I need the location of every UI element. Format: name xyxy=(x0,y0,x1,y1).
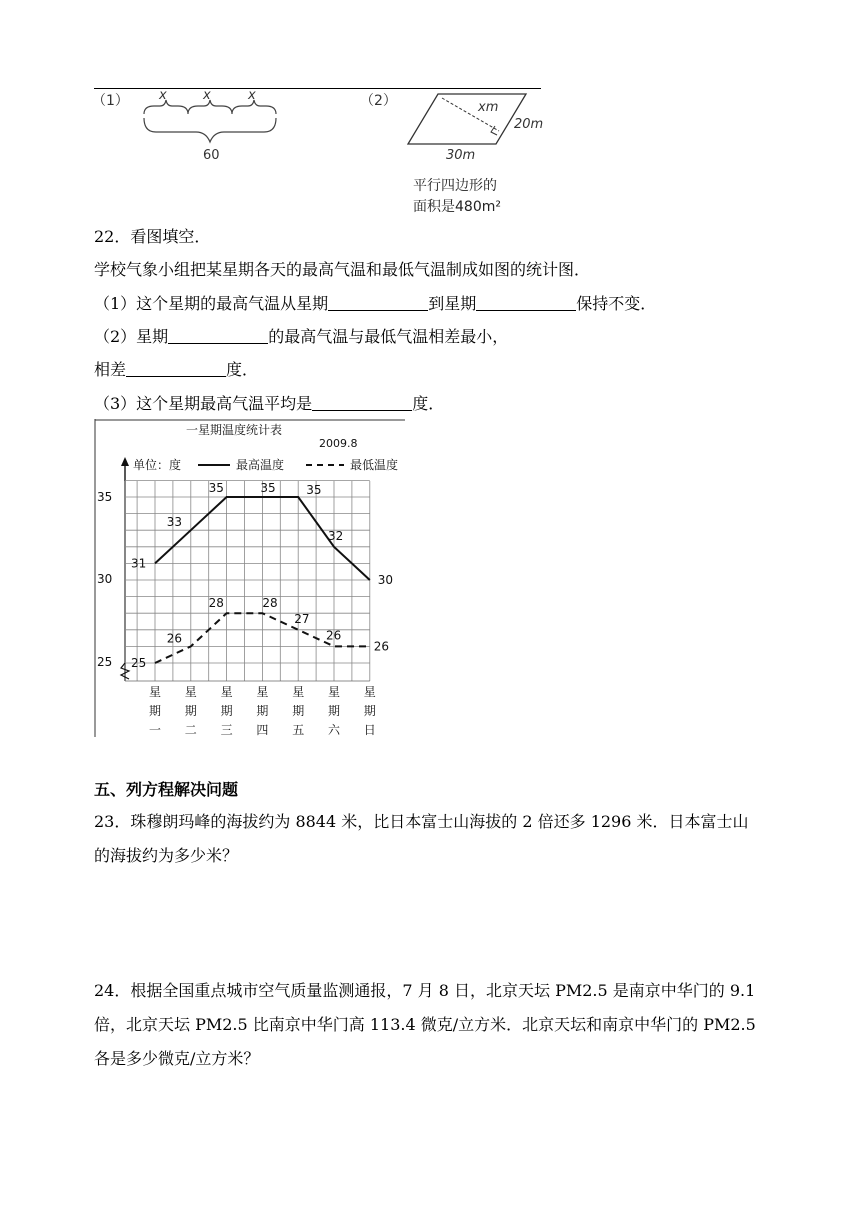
parallelogram-diagram xyxy=(360,88,550,168)
data-label: 33 xyxy=(166,515,183,530)
answer-blank-1[interactable] xyxy=(328,294,428,311)
x-tick-label: 期 xyxy=(363,704,376,718)
x-tick-label: 四 xyxy=(256,723,269,737)
x-tick-label: 二 xyxy=(184,723,197,737)
temperature-chart xyxy=(94,419,406,737)
q22-part3-text-b: 度． xyxy=(412,394,445,413)
q22-part1 xyxy=(94,293,656,315)
q24-line1: 24．根据全国重点城市空气质量监测通报，7 月 8 日，北京天坛 PM2.5 是南京中华门的 9.1 xyxy=(94,981,756,1000)
x-tick-label: 一 xyxy=(149,723,162,737)
answer-blank-2[interactable] xyxy=(476,294,576,311)
data-label: 28 xyxy=(208,596,224,611)
x-label-1: x xyxy=(159,88,167,103)
x-label-3: x xyxy=(248,88,256,103)
x-tick-label: 星 xyxy=(220,685,233,699)
data-label: 30 xyxy=(377,573,394,587)
height-label: xm xyxy=(478,100,499,115)
y-tick-30: 30 xyxy=(97,572,113,586)
figure-2-caption-1: 平行四边形的 xyxy=(413,178,497,194)
q22-part1-text-a: （1）这个星期的最高气温从星期 xyxy=(94,294,329,313)
unit-label: 单位：度 xyxy=(133,458,182,472)
q22-part3-text-a: （3）这个星期最高气温平均是 xyxy=(94,394,313,413)
y-tick-35: 35 xyxy=(97,490,113,504)
temperature-chart-svg xyxy=(94,419,406,737)
parallelogram xyxy=(408,94,526,144)
x-tick-label: 日 xyxy=(363,723,376,737)
base-label: 30m xyxy=(446,148,476,163)
data-label: 35 xyxy=(260,481,276,495)
x-tick-label: 期 xyxy=(220,704,233,718)
data-label: 28 xyxy=(262,596,278,611)
q22-part3 xyxy=(94,393,444,415)
x-tick-label: 期 xyxy=(184,704,197,718)
section-title: 五、列方程解决问题 xyxy=(94,780,239,799)
q24-line2: 倍，北京天坛 PM2.5 比南京中华门高 113.4 微克/立方米．北京天坛和南京中华门的 PM2.5 xyxy=(94,1015,756,1034)
x-tick-label: 期 xyxy=(149,704,162,718)
x-tick-label: 期 xyxy=(256,704,269,718)
q23-line1: 23．珠穆朗玛峰的海拔约为 8844 米，比日本富士山海拔的 2 倍还多 1296 米．日本富士山 xyxy=(94,812,749,831)
figure-1-label: （1） xyxy=(92,93,129,109)
side-label: 20m xyxy=(514,117,544,132)
data-label: 35 xyxy=(306,483,322,497)
x-tick-label: 星 xyxy=(184,685,197,699)
y-axis-arrow xyxy=(121,457,129,466)
legend-label-max: 最高温度 xyxy=(236,458,285,472)
q22-part2-text-c: 相差 xyxy=(94,360,127,379)
brace-diagram xyxy=(92,88,332,168)
q22-part2-text-a: （2）星期 xyxy=(94,327,169,346)
x-tick-label: 六 xyxy=(328,723,341,737)
q22-title: 22．看图填空． xyxy=(94,227,211,246)
q22-part1-text-b: 到星期 xyxy=(428,294,477,313)
data-label: 26 xyxy=(326,628,342,643)
x-tick-label: 期 xyxy=(292,704,305,718)
x-tick-label: 五 xyxy=(292,723,305,737)
x-tick-label: 星 xyxy=(149,685,162,699)
chart-title: 一星期温度统计表 xyxy=(186,423,283,437)
figure-2-label: （2） xyxy=(360,93,397,109)
chart-subtitle: 2009.8 xyxy=(319,437,358,450)
data-label: 27 xyxy=(294,611,310,626)
legend-label-min: 最低温度 xyxy=(350,458,399,472)
x-tick-label: 星 xyxy=(292,685,305,699)
data-label: 35 xyxy=(208,481,224,495)
data-label: 25 xyxy=(131,656,147,670)
grid xyxy=(125,480,370,681)
answer-blank-4[interactable] xyxy=(126,360,226,377)
bottom-brace xyxy=(144,118,276,142)
y-tick-25: 25 xyxy=(97,655,113,669)
series-min xyxy=(131,596,389,670)
x-label-2: x xyxy=(203,88,211,103)
x-tick-label: 星 xyxy=(256,685,269,699)
figure-2-caption-2: 面积是480m² xyxy=(413,199,501,215)
x-tick-label: 星 xyxy=(363,685,376,699)
q22-part2-text-d: 度． xyxy=(226,360,259,379)
x-tick-label: 三 xyxy=(220,723,233,737)
q22-part2-text-b: 的最高气温与最低气温相差最小， xyxy=(268,327,509,346)
answer-blank-3[interactable] xyxy=(168,327,268,344)
q22-part2 xyxy=(94,326,508,348)
figure-1 xyxy=(92,88,332,168)
x-tick-label: 期 xyxy=(328,704,341,718)
data-label: 26 xyxy=(373,639,390,654)
x-tick-label: 星 xyxy=(328,685,341,699)
q23-line2: 的海拔约为多少米？ xyxy=(94,846,239,865)
q22-intro: 学校气象小组把某星期各天的最高气温和最低气温制成如图的统计图． xyxy=(94,260,591,279)
answer-blank-5[interactable] xyxy=(312,394,412,411)
total-label: 60 xyxy=(203,148,220,163)
data-label: 32 xyxy=(328,528,344,543)
q22-part2-cont xyxy=(94,359,258,381)
q22-part1-text-c: 保持不变． xyxy=(576,294,657,313)
q24-line3: 各是多少微克/立方米？ xyxy=(94,1049,260,1068)
data-label: 26 xyxy=(166,631,183,646)
figure-2 xyxy=(360,88,550,218)
data-label: 31 xyxy=(131,556,147,571)
x-labels xyxy=(149,685,376,737)
